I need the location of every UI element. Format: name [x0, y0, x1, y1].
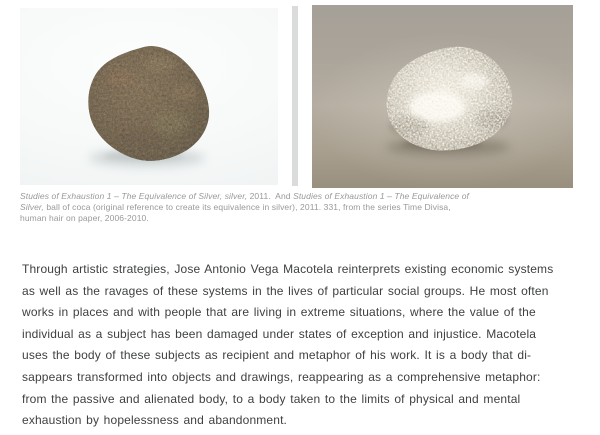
coca-ball-image	[20, 8, 278, 185]
figure-caption	[20, 191, 590, 225]
body-line: works in places and with people that are living in extreme situations, where the value of the	[22, 305, 536, 320]
body-line: as well as the ravages of these systems in the lives of particular social groups. He most often	[22, 283, 549, 298]
caption-text-segment: human hair on paper, 2006-2010.	[20, 213, 149, 224]
caption-line	[20, 213, 590, 224]
photo-silver-ball	[312, 5, 573, 188]
caption-text-segment: 2011. And	[247, 191, 294, 201]
body-line: individual as a subject has been damaged under states of exception and injustice. Macotela	[22, 326, 537, 341]
caption-line	[20, 191, 590, 202]
caption-title-segment: Studies of Exhaustion 1 – The Equivalence of	[293, 191, 470, 201]
body-line: Through artistic strategies, Jose Antonio Vega Macotela reinterprets existing economic systems	[22, 262, 554, 276]
body-line: uses the body of these subjects as recipient and metaphor of his work. It is a body that di-	[22, 348, 532, 363]
silver-ball-image	[312, 5, 573, 188]
photo-coca-ball	[20, 8, 278, 185]
caption-title-segment: Studies of Exhaustion 1 – The Equivalence of Silver, silver,	[20, 191, 248, 201]
figure-divider	[292, 6, 298, 186]
body-line: sappears transformed into objects and drawings, reappearing as a comprehensive metaphor:	[22, 369, 541, 384]
body-line: from the passive and alienated body, to a body taken to the limits of physical and mental	[22, 391, 521, 406]
caption-line	[20, 202, 590, 213]
caption-title-segment: Silver,	[20, 202, 44, 213]
body-paragraph	[22, 259, 600, 432]
body-line: exhaustion by hopelessness and abandonment.	[22, 413, 288, 428]
caption-text-segment: ball of coca (original reference to create its equivalence in silver), 2011. 331, from the series Time Divisa,	[43, 202, 451, 213]
